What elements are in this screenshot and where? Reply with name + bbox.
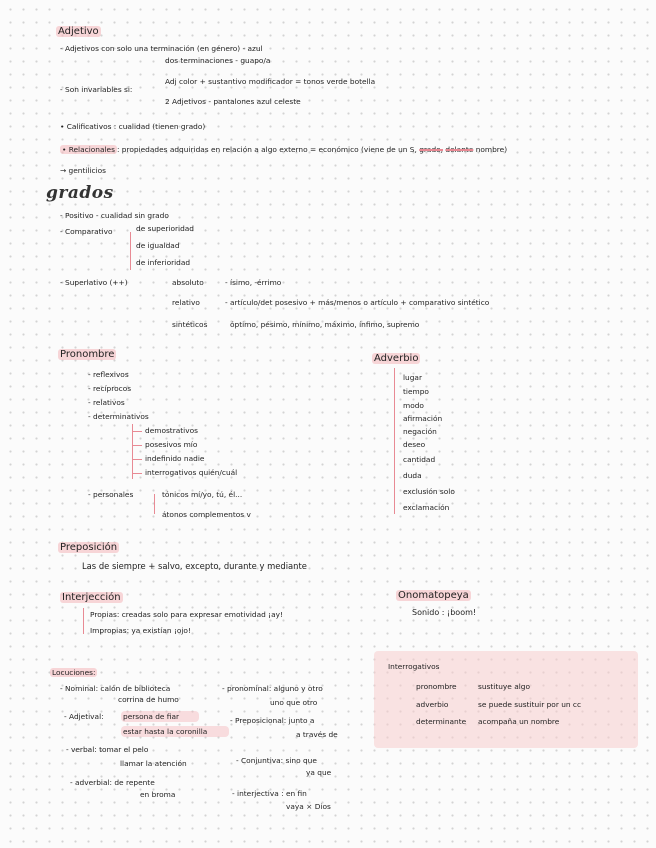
- adverbio-bracket: [394, 368, 395, 514]
- superlativo-label: - Superlativo (++): [60, 278, 128, 287]
- interrogativos-key: determinante: [416, 717, 467, 726]
- locucion-adverbial: - adverbial: de repente: [70, 778, 155, 787]
- adverbio-item: duda: [403, 471, 422, 480]
- sinteticos-text: óptimo, pésimo, mínimo, máximo, ínfimo, supremo: [230, 320, 420, 329]
- determinativo-item: indefinido nadie: [145, 454, 205, 463]
- pronombre-item: - determinativos: [88, 412, 149, 421]
- grados-title: grados: [46, 183, 114, 203]
- relativo-label: relativo: [172, 298, 200, 307]
- determinativo-item: interrogativos quién/cuál: [145, 468, 238, 477]
- determinativo-item: posesivos mío: [145, 440, 198, 449]
- locucion-conjuntiva-ex: ya que: [306, 768, 332, 777]
- comparativo-label: - Comparativo: [60, 227, 113, 236]
- adverbio-item: tiempo: [403, 387, 429, 396]
- onomatopeya-text: Sonido : ¡boom!: [412, 608, 477, 617]
- adverbio-title: Adverbio: [374, 353, 419, 364]
- pronombre-item: - relativos: [88, 398, 125, 407]
- locucion-nominal: - Nominal: calón de biblioteca: [60, 684, 171, 693]
- comparativo-1: de superioridad: [136, 224, 194, 233]
- pronombre-item: - recíprocos: [88, 384, 132, 393]
- invariables-label: - Son invariables si:: [60, 85, 133, 94]
- interrogativos-value: acompaña un nombre: [478, 717, 560, 726]
- comparativo-2: de igualdad: [136, 241, 180, 250]
- pronombre-item: - reflexivos: [88, 370, 129, 379]
- sinteticos-label: sintéticos: [172, 320, 208, 329]
- invariables-item-2: 2 Adjetivos - pantalones azul celeste: [165, 97, 301, 106]
- locucion-interjectiva: - interjectiva : en fin: [232, 789, 307, 798]
- personales-bracket: [154, 494, 155, 514]
- relacionales-label: • Relacionales: [62, 145, 115, 154]
- locucion-preposicional-ex: a través de: [296, 730, 338, 739]
- adverbio-item: afirmación: [403, 414, 443, 423]
- interrogativos-key: pronombre: [416, 682, 457, 691]
- interjeccion-propias: Propias: creadas solo para expresar emotividad ¡ay!: [90, 610, 283, 619]
- calificativos: • Calificativos : cualidad (tienen grado): [60, 122, 206, 131]
- locucion-preposicional: - Preposicional: junto a: [230, 716, 315, 725]
- locucion-interjectiva-ex: vaya × Dios: [286, 802, 331, 811]
- personales-label: - personales: [88, 490, 134, 499]
- interrogativos-value: sustituye algo: [478, 682, 530, 691]
- atonos: átonos complementos v: [162, 510, 251, 519]
- relativo-text: - artículo/det posesivo + más/menos o artículo + comparativo sintético: [225, 298, 490, 307]
- adverbio-item: negación: [403, 427, 437, 436]
- comparativo-bracket: [130, 232, 131, 270]
- interrogativos-key: adverbio: [416, 700, 449, 709]
- positivo: - Positivo - cualidad sin grado: [60, 211, 169, 220]
- locucion-adverbial-ex: en broma: [140, 790, 176, 799]
- locucion-conjuntiva: - Conjuntiva: sino que: [236, 756, 317, 765]
- preposicion-text: Las de siempre + salvo, excepto, durante y mediante: [82, 561, 307, 571]
- locucion-adjetival-ex: estar hasta la coronilla: [123, 727, 208, 736]
- adverbio-item: exclamación: [403, 503, 450, 512]
- comparativo-3: de inferioridad: [136, 258, 191, 267]
- adverbio-item: cantidad: [403, 455, 436, 464]
- gentilicios: → gentilicios: [60, 166, 107, 175]
- locucion-adjetival: - Adjetival:: [64, 712, 104, 721]
- adverbio-item: lugar: [403, 373, 422, 382]
- relacionales-line: • Relacionales : propiedades adquiridas en relación a algo externo = económico (viene de un S, grado, delante nombre): [62, 145, 508, 154]
- interrogativos-title: Interrogativos: [388, 662, 440, 671]
- interjeccion-bracket: [83, 608, 84, 634]
- locucion-adjetival-ex: persona de fiar: [123, 712, 180, 721]
- tonicos: tónicos mí/yo, tú, él...: [162, 490, 243, 499]
- adverbio-item: deseo: [403, 440, 426, 449]
- interjeccion-impropias: Impropias: ya existían ¡ojo!: [90, 626, 191, 635]
- preposicion-title: Preposición: [60, 542, 118, 553]
- adjetivo-line-2: dos terminaciones - guapo/a: [165, 56, 271, 65]
- interjeccion-title: Interjección: [62, 592, 121, 603]
- locuciones-title: Locuciones:: [52, 668, 96, 677]
- onomatopeya-title: Onomatopeya: [398, 590, 469, 601]
- invariables-item-1: Adj color + sustantivo modificador = tonos verde botella: [165, 77, 376, 86]
- locucion-verbal: - verbal: tomar el pelo: [66, 745, 149, 754]
- locucion-pronominal: - pronominal: alguno y otro: [222, 684, 323, 693]
- determinativo-item: demostrativos: [145, 426, 198, 435]
- locucion-pronominal-ex: uno que otro: [270, 698, 318, 707]
- locucion-nominal-ex: corrina de humo: [118, 695, 179, 704]
- absoluto-label: absoluto: [172, 278, 204, 287]
- adverbio-item: exclusión solo: [403, 487, 455, 496]
- adjetivo-line-1: - Adjetivos con solo una terminación (en género) - azul: [60, 44, 263, 53]
- locucion-verbal-ex: llamar la atención: [120, 759, 187, 768]
- adverbio-item: modo: [403, 401, 424, 410]
- absoluto-text: - ísimo, -érrimo: [225, 278, 282, 287]
- adjetivo-title: Adjetivo: [58, 26, 99, 37]
- interrogativos-value: se puede sustituir por un cc: [478, 700, 582, 709]
- pronombre-title: Pronombre: [60, 349, 115, 360]
